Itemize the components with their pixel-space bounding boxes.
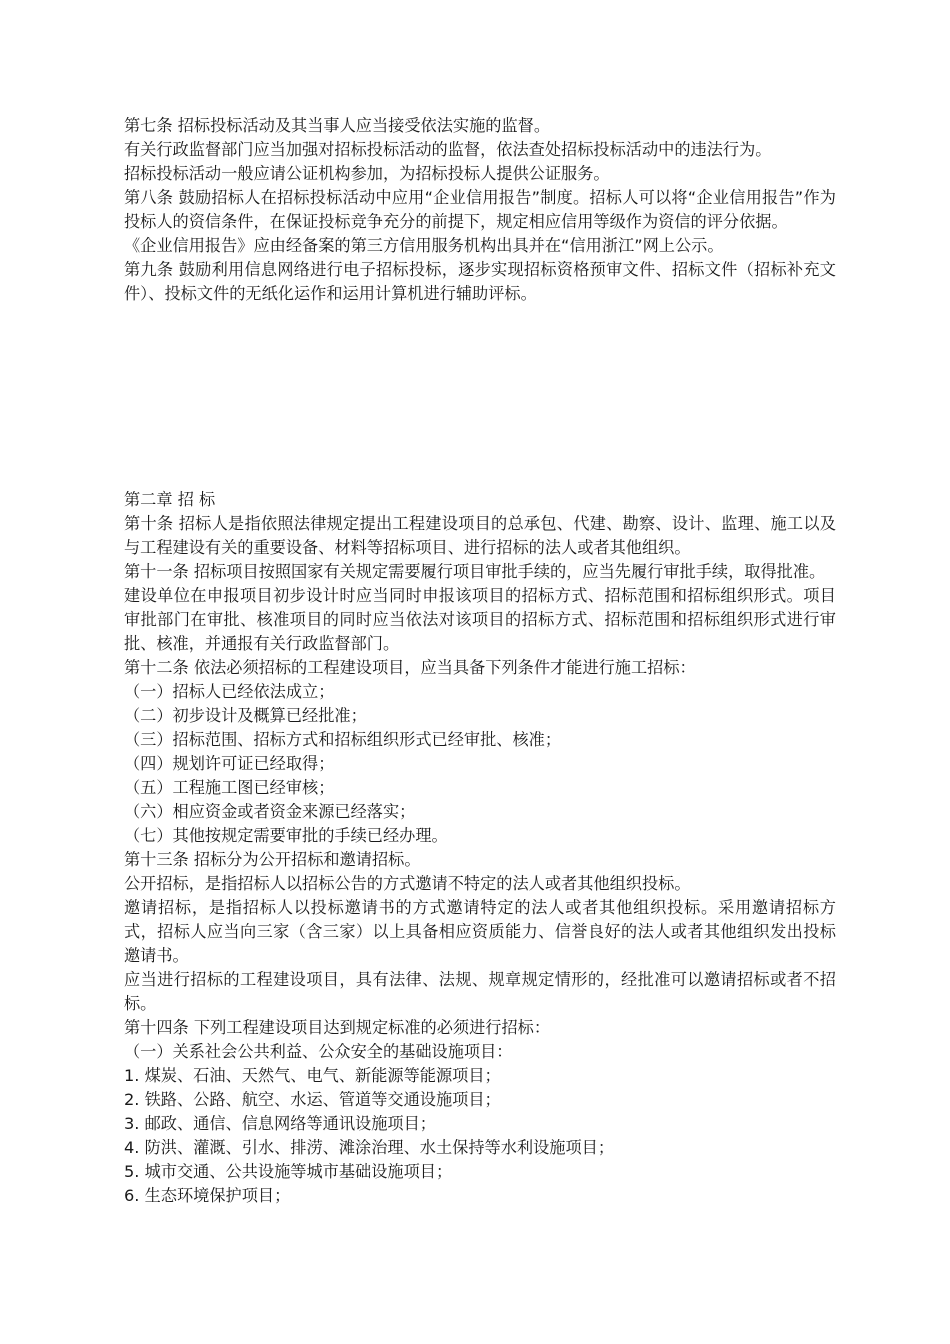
paragraph: 公开招标，是指招标人以招标公告的方式邀请不特定的法人或者其他组织投标。 — [124, 874, 691, 893]
list-item: 4. 防洪、灌溉、引水、排涝、滩涂治理、水土保持等水利设施项目； — [124, 1138, 615, 1157]
article-8: 第八条 鼓励招标人在招标投标活动中应用“企业信用报告”制度。招标人可以将“企业信用报告”作为投标人的资信条件，在保证投标竞争充分的前提下，规定相应信用等级作为资信的评分依据。 — [124, 188, 836, 231]
list-item: （二）初步设计及概算已经批准； — [124, 706, 367, 725]
paragraph: 邀请招标，是指招标人以投标邀请书的方式邀请特定的法人或者其他组织投标。采用邀请招标方式，招标人应当向三家（含三家）以上具备相应资质能力、信誉良好的法人或者其他组织发出投标邀请书。 — [124, 898, 836, 965]
paragraph: 《企业信用报告》应由经备案的第三方信用服务机构出具并在“信用浙江”网上公示。 — [124, 236, 724, 255]
list-item: 3. 邮政、通信、信息网络等通讯设施项目； — [124, 1114, 436, 1133]
article-12: 第十二条 依法必须招标的工程建设项目，应当具备下列条件才能进行施工招标： — [124, 658, 696, 677]
article-13: 第十三条 招标分为公开招标和邀请招标。 — [124, 850, 421, 869]
list-item: （一）关系社会公共利益、公众安全的基础设施项目： — [124, 1042, 513, 1061]
paragraph: 应当进行招标的工程建设项目，具有法律、法规、规章规定情形的，经批准可以邀请招标或者不招标。 — [124, 970, 836, 1013]
paragraph: 有关行政监督部门应当加强对招标投标活动的监督，依法查处招标投标活动中的违法行为。 — [124, 140, 772, 159]
section-chapter-2 — [124, 488, 836, 1208]
list-item: 1. 煤炭、石油、天然气、电气、新能源等能源项目； — [124, 1066, 501, 1085]
article-7: 第七条 招标投标活动及其当事人应当接受依法实施的监督。 — [124, 116, 551, 135]
list-item: （五）工程施工图已经审核； — [124, 778, 335, 797]
list-item: （三）招标范围、招标方式和招标组织形式已经审批、核准； — [124, 730, 562, 749]
list-item: （四）规划许可证已经取得； — [124, 754, 335, 773]
paragraph: 招标投标活动一般应请公证机构参加，为招标投标人提供公证服务。 — [124, 164, 610, 183]
article-14: 第十四条 下列工程建设项目达到规定标准的必须进行招标： — [124, 1018, 551, 1037]
list-item: （一）招标人已经依法成立； — [124, 682, 335, 701]
list-item: （六）相应资金或者资金来源已经落实； — [124, 802, 416, 821]
list-item: 2. 铁路、公路、航空、水运、管道等交通设施项目； — [124, 1090, 501, 1109]
article-9: 第九条 鼓励利用信息网络进行电子招标投标，逐步实现招标资格预审文件、招标文件（招标补充文件）、投标文件的无纸化运作和运用计算机进行辅助评标。 — [124, 260, 836, 303]
article-11: 第十一条 招标项目按照国家有关规定需要履行项目审批手续的，应当先履行审批手续，取得批准。 — [124, 562, 826, 581]
paragraph: 建设单位在申报项目初步设计时应当同时申报该项目的招标方式、招标范围和招标组织形式。项目审批部门在审批、核准项目的同时应当依法对该项目的招标方式、招标范围和招标组织形式进行审批、核准，并通报有关行政监督部门。 — [124, 586, 836, 653]
list-item: 5. 城市交通、公共设施等城市基础设施项目； — [124, 1162, 453, 1181]
chapter-heading: 第二章 招 标 — [124, 490, 216, 509]
list-item: 6. 生态环境保护项目； — [124, 1186, 291, 1205]
article-10: 第十条 招标人是指依照法律规定提出工程建设项目的总承包、代建、勘察、设计、监理、施工以及与工程建设有关的重要设备、材料等招标项目、进行招标的法人或者其他组织。 — [124, 514, 836, 557]
list-item: （七）其他按规定需要审批的手续已经办理。 — [124, 826, 448, 845]
section-articles-7-9 — [124, 114, 836, 306]
